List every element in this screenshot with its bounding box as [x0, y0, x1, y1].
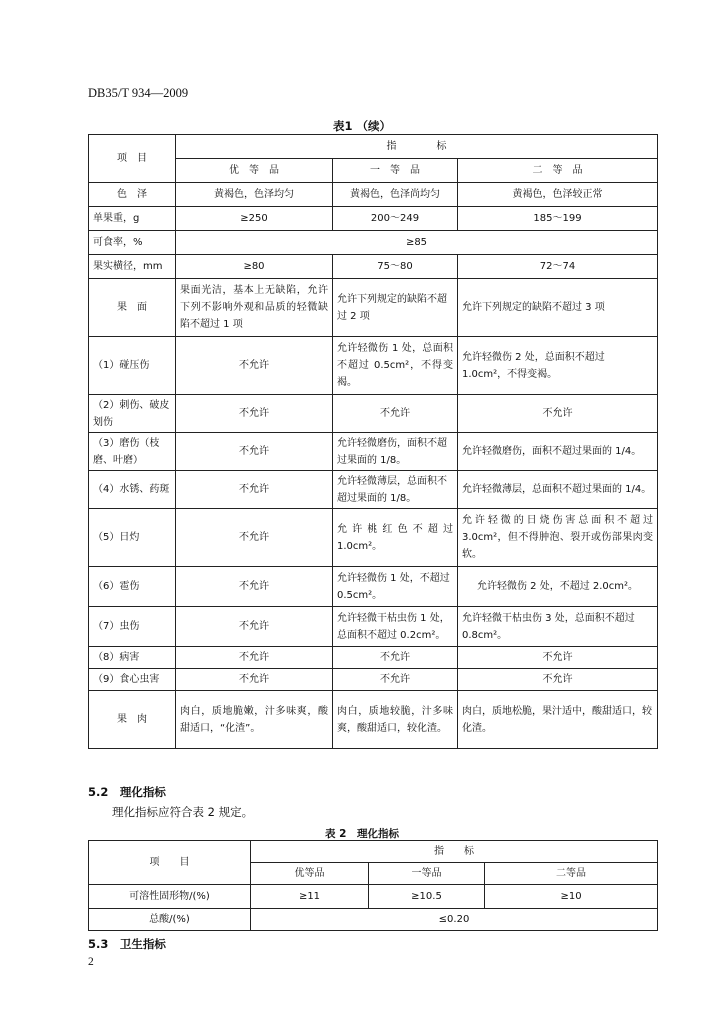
grade-header-premium: 优 等 品: [176, 159, 333, 183]
cell-second: 不允许: [458, 395, 658, 433]
cell-first: 200～249: [333, 207, 458, 231]
row-item: （9）食心虫害: [89, 669, 176, 691]
cell-first: 允许轻微薄层，总面积不超过果面的 1/8。: [333, 471, 458, 509]
cell-first: 允许轻微干枯虫伤 1 处，总面积不超过 0.2cm²。: [333, 607, 458, 647]
section-5-2-title: 5.2 理化指标: [88, 785, 166, 799]
cell-second: ≥10: [485, 885, 658, 909]
cell-premium: 黄褐色，色泽均匀: [176, 183, 333, 207]
row-item: （5）日灼: [89, 509, 176, 567]
cell-merged: ≤0.20: [251, 909, 658, 931]
col-index-header: 指 标: [251, 841, 658, 863]
row-item: （6）雹伤: [89, 567, 176, 607]
cell-premium: 肉白，质地脆嫩，汁多味爽，酸甜适口，“化渣”。: [176, 691, 333, 749]
table-row: [89, 567, 658, 607]
cell-premium: 不允许: [176, 647, 333, 669]
row-item: （3）磨伤（枝磨、叶磨）: [89, 433, 176, 471]
cell-first: 允许下列规定的缺陷不超过 2 项: [333, 279, 458, 337]
cell-second: 黄褐色，色泽较正常: [458, 183, 658, 207]
page-number: 2: [88, 956, 94, 968]
cell-premium: 不允许: [176, 337, 333, 395]
cell-premium: 果面光洁，基本上无缺陷，允许下列不影响外观和品质的轻微缺陷不超过 1 项: [176, 279, 333, 337]
cell-premium: ≥250: [176, 207, 333, 231]
grade-header-premium: 优等品: [251, 863, 369, 885]
cell-first: 肉白，质地较脆，汁多味爽，酸甜适口，较化渣。: [333, 691, 458, 749]
cell-premium: 不允许: [176, 395, 333, 433]
table-row: [89, 669, 658, 691]
row-item: （1）碰压伤: [89, 337, 176, 395]
cell-first: 允许轻微磨伤，面积不超过果面的 1/8。: [333, 433, 458, 471]
row-item: （2）刺伤、破皮划伤: [89, 395, 176, 433]
row-item: 果 肉: [89, 691, 176, 749]
row-item: （8）病害: [89, 647, 176, 669]
cell-second: 185～199: [458, 207, 658, 231]
cell-second: 不允许: [458, 669, 658, 691]
row-item: 色 泽: [89, 183, 176, 207]
cell-premium: ≥80: [176, 255, 333, 279]
cell-first: 允许轻微伤 1 处，不超过 0.5cm²。: [333, 567, 458, 607]
section-5-3-title: 5.3 卫生指标: [88, 937, 166, 951]
table-row: [89, 471, 658, 509]
grade-header-second: 二 等 品: [458, 159, 658, 183]
cell-first: 不允许: [333, 669, 458, 691]
cell-second: 允许下列规定的缺陷不超过 3 项: [458, 279, 658, 337]
row-item: 总酸/(%): [89, 909, 251, 931]
col-item-header: 项 目: [89, 135, 176, 183]
cell-second: 允许轻微磨伤，面积不超过果面的 1/4。: [458, 433, 658, 471]
table-row: [89, 279, 658, 337]
cell-second: 允许轻微干枯虫伤 3 处，总面积不超过 0.8cm²。: [458, 607, 658, 647]
row-item: 可食率，%: [89, 231, 176, 255]
cell-second: 肉白，质地松脆，果汁适中，酸甜适口，较化渣。: [458, 691, 658, 749]
grade-header-first: 一等品: [369, 863, 485, 885]
cell-premium: 不允许: [176, 607, 333, 647]
table-row: [89, 647, 658, 669]
table-row: [89, 509, 658, 567]
cell-second: 72～74: [458, 255, 658, 279]
table-row: [89, 607, 658, 647]
quality-table: [88, 134, 658, 749]
cell-first: 允许轻微伤 1 处，总面积不超过 0.5cm²，不得变褐。: [333, 337, 458, 395]
physicochemical-table: [88, 840, 658, 931]
cell-first: ≥10.5: [369, 885, 485, 909]
cell-second: 允许轻微伤 2 处，不超过 2.0cm²。: [458, 567, 658, 607]
table-row: [89, 909, 658, 931]
row-item: 单果重，g: [89, 207, 176, 231]
grade-header-first: 一 等 品: [333, 159, 458, 183]
table-row: [89, 183, 658, 207]
cell-premium: 不允许: [176, 567, 333, 607]
section-5-2-text: 理化指标应符合表 2 规定。: [112, 805, 254, 819]
row-item: （7）虫伤: [89, 607, 176, 647]
cell-first: 75～80: [333, 255, 458, 279]
cell-first: 黄褐色，色泽尚均匀: [333, 183, 458, 207]
table-row: [89, 255, 658, 279]
cell-first: 不允许: [333, 647, 458, 669]
cell-premium: 不允许: [176, 471, 333, 509]
cell-premium: ≥11: [251, 885, 369, 909]
standard-code: DB35/T 934—2009: [88, 86, 189, 100]
table1-caption: 表1 （续）: [332, 119, 391, 133]
cell-first: 允许桃红色不超过 1.0cm²。: [333, 509, 458, 567]
col-index-header: 指 标: [176, 135, 658, 159]
table-row: [89, 691, 658, 749]
cell-second: 允许轻微薄层，总面积不超过果面的 1/4。: [458, 471, 658, 509]
cell-premium: 不允许: [176, 509, 333, 567]
cell-premium: 不允许: [176, 669, 333, 691]
cell-merged: ≥85: [176, 231, 658, 255]
table-row: [89, 337, 658, 395]
row-item: 果 面: [89, 279, 176, 337]
table-row: [89, 885, 658, 909]
row-item: （4）水锈、药斑: [89, 471, 176, 509]
cell-first: 不允许: [333, 395, 458, 433]
table-row: [89, 231, 658, 255]
table-row: [89, 207, 658, 231]
table2-caption: 表 2 理化指标: [325, 828, 399, 840]
row-item: 可溶性固形物/(%): [89, 885, 251, 909]
col-item-header: 项 目: [89, 841, 251, 885]
row-item: 果实横径，mm: [89, 255, 176, 279]
cell-second: 允许轻微伤 2 处，总面积不超过 1.0cm²，不得变褐。: [458, 337, 658, 395]
table-row: [89, 433, 658, 471]
grade-header-second: 二等品: [485, 863, 658, 885]
cell-second: 不允许: [458, 647, 658, 669]
cell-premium: 不允许: [176, 433, 333, 471]
cell-second: 允许轻微的日烧伤害总面积不超过 3.0cm²，但不得肿泡、裂开或伤部果肉变软。: [458, 509, 658, 567]
table-row: [89, 395, 658, 433]
